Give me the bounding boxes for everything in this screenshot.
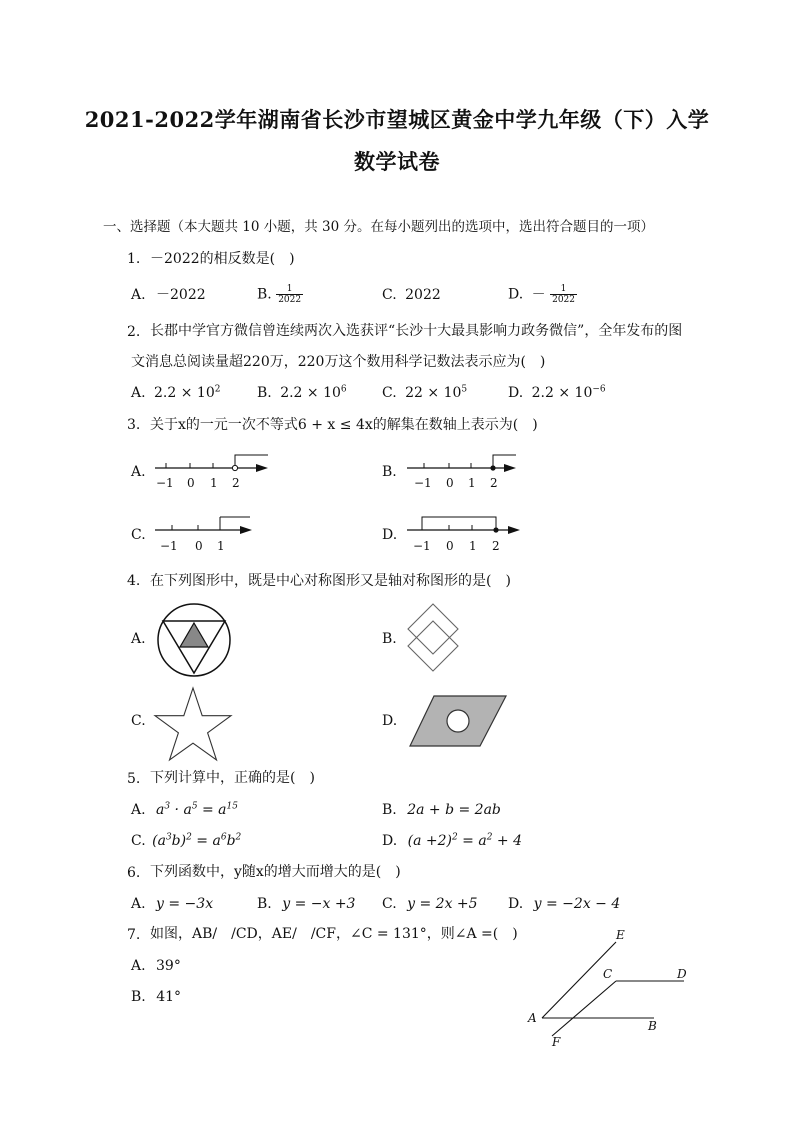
- q2-a-base: 2.2 × 10: [154, 385, 215, 401]
- q3-d-label: D.: [382, 527, 398, 543]
- point-label-a: A: [528, 1011, 537, 1025]
- q1-d-fraction: [550, 284, 577, 305]
- q2-option-c: [382, 384, 467, 402]
- tick-label: 2: [232, 476, 240, 490]
- q7-option-a: [131, 957, 181, 975]
- tick-label: −1: [414, 476, 432, 490]
- point-label-b: B: [648, 1019, 657, 1033]
- q4-c-star-figure: [153, 686, 233, 756]
- q2-a-label: A.: [131, 385, 146, 401]
- q7-a-label: A.: [131, 958, 146, 974]
- q3-d-number-line: [402, 512, 527, 562]
- q4-a-label: A.: [131, 631, 146, 647]
- center-hole: [447, 710, 469, 732]
- q1-b-numerator: 1: [276, 284, 303, 295]
- q3-number: 3.: [127, 417, 141, 433]
- q1-b-fraction: [276, 284, 303, 305]
- point-label-f: F: [552, 1035, 561, 1049]
- arrow-head: [256, 464, 268, 472]
- closed-dot: [490, 465, 495, 470]
- q1-stem: －2022的相反数是( ): [150, 251, 295, 267]
- tick-label: −1: [156, 476, 174, 490]
- q1-d-label: D.: [508, 286, 524, 303]
- tick-label: 0: [187, 476, 195, 490]
- q6-d-expression: y = −2x − 4: [533, 896, 621, 912]
- point-label-e: E: [616, 928, 625, 942]
- tick-label: 0: [446, 476, 454, 490]
- q4-b-two-squares-figure: [406, 602, 462, 674]
- open-dot: [232, 465, 237, 470]
- q6-number: 6.: [127, 865, 141, 881]
- star-shape: [155, 688, 231, 760]
- q6-option-c: [382, 895, 478, 913]
- q5-stem: 下列计算中，正确的是( ): [150, 770, 315, 786]
- q7-b-label: B.: [131, 989, 146, 1005]
- q1-c-text: 2022: [405, 287, 441, 303]
- closed-dot: [493, 527, 498, 532]
- arrow-head: [504, 464, 516, 472]
- q1-option-b: [257, 284, 303, 305]
- q6-c-label: C.: [382, 896, 397, 912]
- q6-d-label: D.: [508, 896, 524, 912]
- segment-cf: [552, 981, 616, 1036]
- point-label-c: C: [603, 967, 613, 981]
- q2-b-exp: 6: [340, 384, 347, 395]
- q1-option-d: [508, 284, 577, 305]
- q4-stem: 在下列图形中，既是中心对称图形又是轴对称图形的是( ): [150, 573, 511, 589]
- q1-c-label: C.: [382, 287, 397, 303]
- q1-d-numerator: 1: [550, 284, 577, 295]
- q3-stem: 关于x的一元一次不等式6 + x ≤ 4x的解集在数轴上表示为( ): [150, 417, 538, 433]
- q5-option-b: [382, 801, 501, 819]
- q1-b-label: B.: [257, 286, 272, 303]
- q1-a-text: －2022: [156, 287, 206, 303]
- q3-c-label: C.: [131, 527, 146, 543]
- tick-label: 1: [468, 476, 476, 490]
- q2-d-exp: −6: [592, 384, 606, 395]
- q6-a-label: A.: [131, 896, 146, 912]
- q4-d-parallelogram-figure: [408, 694, 508, 748]
- q2-option-d: [508, 384, 606, 402]
- q5-a-expression: $a^3 \cdot a^5 = a^{15}$: [156, 801, 238, 818]
- q4-a-circle-triangle-figure: [155, 603, 233, 677]
- q1-option-c: [382, 286, 441, 304]
- tick-label: −1: [160, 539, 178, 553]
- q7-b-text: 41°: [156, 989, 182, 1005]
- q7-stem: 如图，AB/ /CD，AE/ /CF，∠C = 131°，则∠A =( ): [150, 926, 518, 942]
- q7-parallel-lines-figure: [520, 922, 700, 1052]
- tick-label: 2: [490, 476, 498, 490]
- tick-label: −1: [413, 539, 431, 553]
- arrow-head: [508, 526, 520, 534]
- section-heading: 一、选择题（本大题共 10 小题，共 30 分。在每小题列出的选项中，选出符合题目的一项）: [103, 219, 655, 235]
- solution-ray: [235, 455, 268, 460]
- q5-b-label: B.: [382, 802, 397, 818]
- tick-label: 0: [195, 539, 203, 553]
- page-title-line2: 数学试卷: [354, 149, 440, 174]
- q7-number: 7.: [127, 927, 141, 943]
- q2-d-label: D.: [508, 385, 524, 401]
- q6-b-label: B.: [257, 896, 272, 912]
- q2-d-base: 2.2 × 10: [531, 385, 593, 401]
- q2-c-base: 22 × 10: [405, 385, 462, 401]
- arrow-head: [240, 526, 252, 534]
- q5-number: 5.: [127, 771, 141, 787]
- upper-diamond: [408, 604, 458, 654]
- tick-label: 2: [492, 539, 500, 553]
- q3-a-label: A.: [131, 464, 146, 480]
- q6-a-expression: y = −3x: [156, 896, 214, 912]
- q6-stem: 下列函数中，y随x的增大而增大的是( ): [150, 864, 401, 880]
- q4-c-label: C.: [131, 713, 146, 729]
- q1-b-denominator: 2022: [278, 295, 302, 305]
- q3-b-number-line: [402, 450, 522, 500]
- page-title-line1: 2021-2022学年湖南省长沙市望城区黄金中学九年级（下）入学: [84, 107, 710, 132]
- q2-option-a: [131, 384, 220, 402]
- q1-d-sign: －: [531, 286, 546, 303]
- q5-c-expression: $(a^3b)^2 = a^6b^2$: [152, 832, 242, 849]
- q7-a-text: 39°: [156, 958, 181, 974]
- q2-b-label: B.: [257, 385, 272, 401]
- q6-option-d: [508, 895, 620, 913]
- q2-b-base: 2.2 × 10: [280, 385, 341, 401]
- tick-label: 1: [210, 476, 218, 490]
- q2-option-b: [257, 384, 347, 402]
- q7-option-b: [131, 988, 181, 1006]
- q6-b-expression: y = −x +3: [282, 896, 356, 912]
- q2-number: 2.: [127, 324, 141, 340]
- q5-d-label: D.: [382, 833, 398, 849]
- q2-a-exp: 2: [214, 384, 221, 395]
- q6-c-expression: y = 2x +5: [407, 896, 478, 912]
- tick-label: 1: [217, 539, 225, 553]
- q6-option-a: [131, 895, 213, 913]
- solution-ray: [493, 455, 516, 460]
- point-label-d: D: [677, 967, 687, 981]
- q1-a-label: A.: [131, 287, 146, 303]
- q5-b-expression: 2a + b = 2ab: [407, 802, 501, 818]
- q2-line2: 文消息总阅读量超220万，220万这个数用科学记数法表示应为( ): [131, 354, 546, 370]
- q3-a-number-line: [150, 450, 270, 500]
- q1-number: 1.: [127, 251, 141, 267]
- q5-a-label: A.: [131, 802, 146, 818]
- q1-option-a: [131, 286, 206, 304]
- q4-d-label: D.: [382, 713, 398, 729]
- q3-b-label: B.: [382, 464, 397, 480]
- q4-b-label: B.: [382, 631, 397, 647]
- q3-c-number-line: [150, 512, 260, 562]
- q2-c-label: C.: [382, 385, 397, 401]
- q5-option-c: [131, 832, 241, 850]
- q4-number: 4.: [127, 573, 141, 589]
- q6-option-b: [257, 895, 355, 913]
- q5-c-label: C.: [131, 833, 146, 849]
- q5-option-d: [382, 832, 522, 850]
- q2-c-exp: 5: [461, 384, 468, 395]
- q1-d-denominator: 2022: [552, 295, 575, 305]
- lower-diamond: [408, 621, 458, 671]
- solution-ray: [422, 517, 496, 530]
- tick-label: 1: [469, 539, 477, 553]
- q5-option-a: [131, 801, 238, 819]
- q5-d-expression: $(a +2)^2 = a^2 + 4$: [407, 832, 522, 849]
- tick-label: 0: [446, 539, 454, 553]
- q2-line1: 长郡中学官方微信曾连续两次入选获评“长沙十大最具影响力政务微信”，全年发布的图: [150, 323, 683, 339]
